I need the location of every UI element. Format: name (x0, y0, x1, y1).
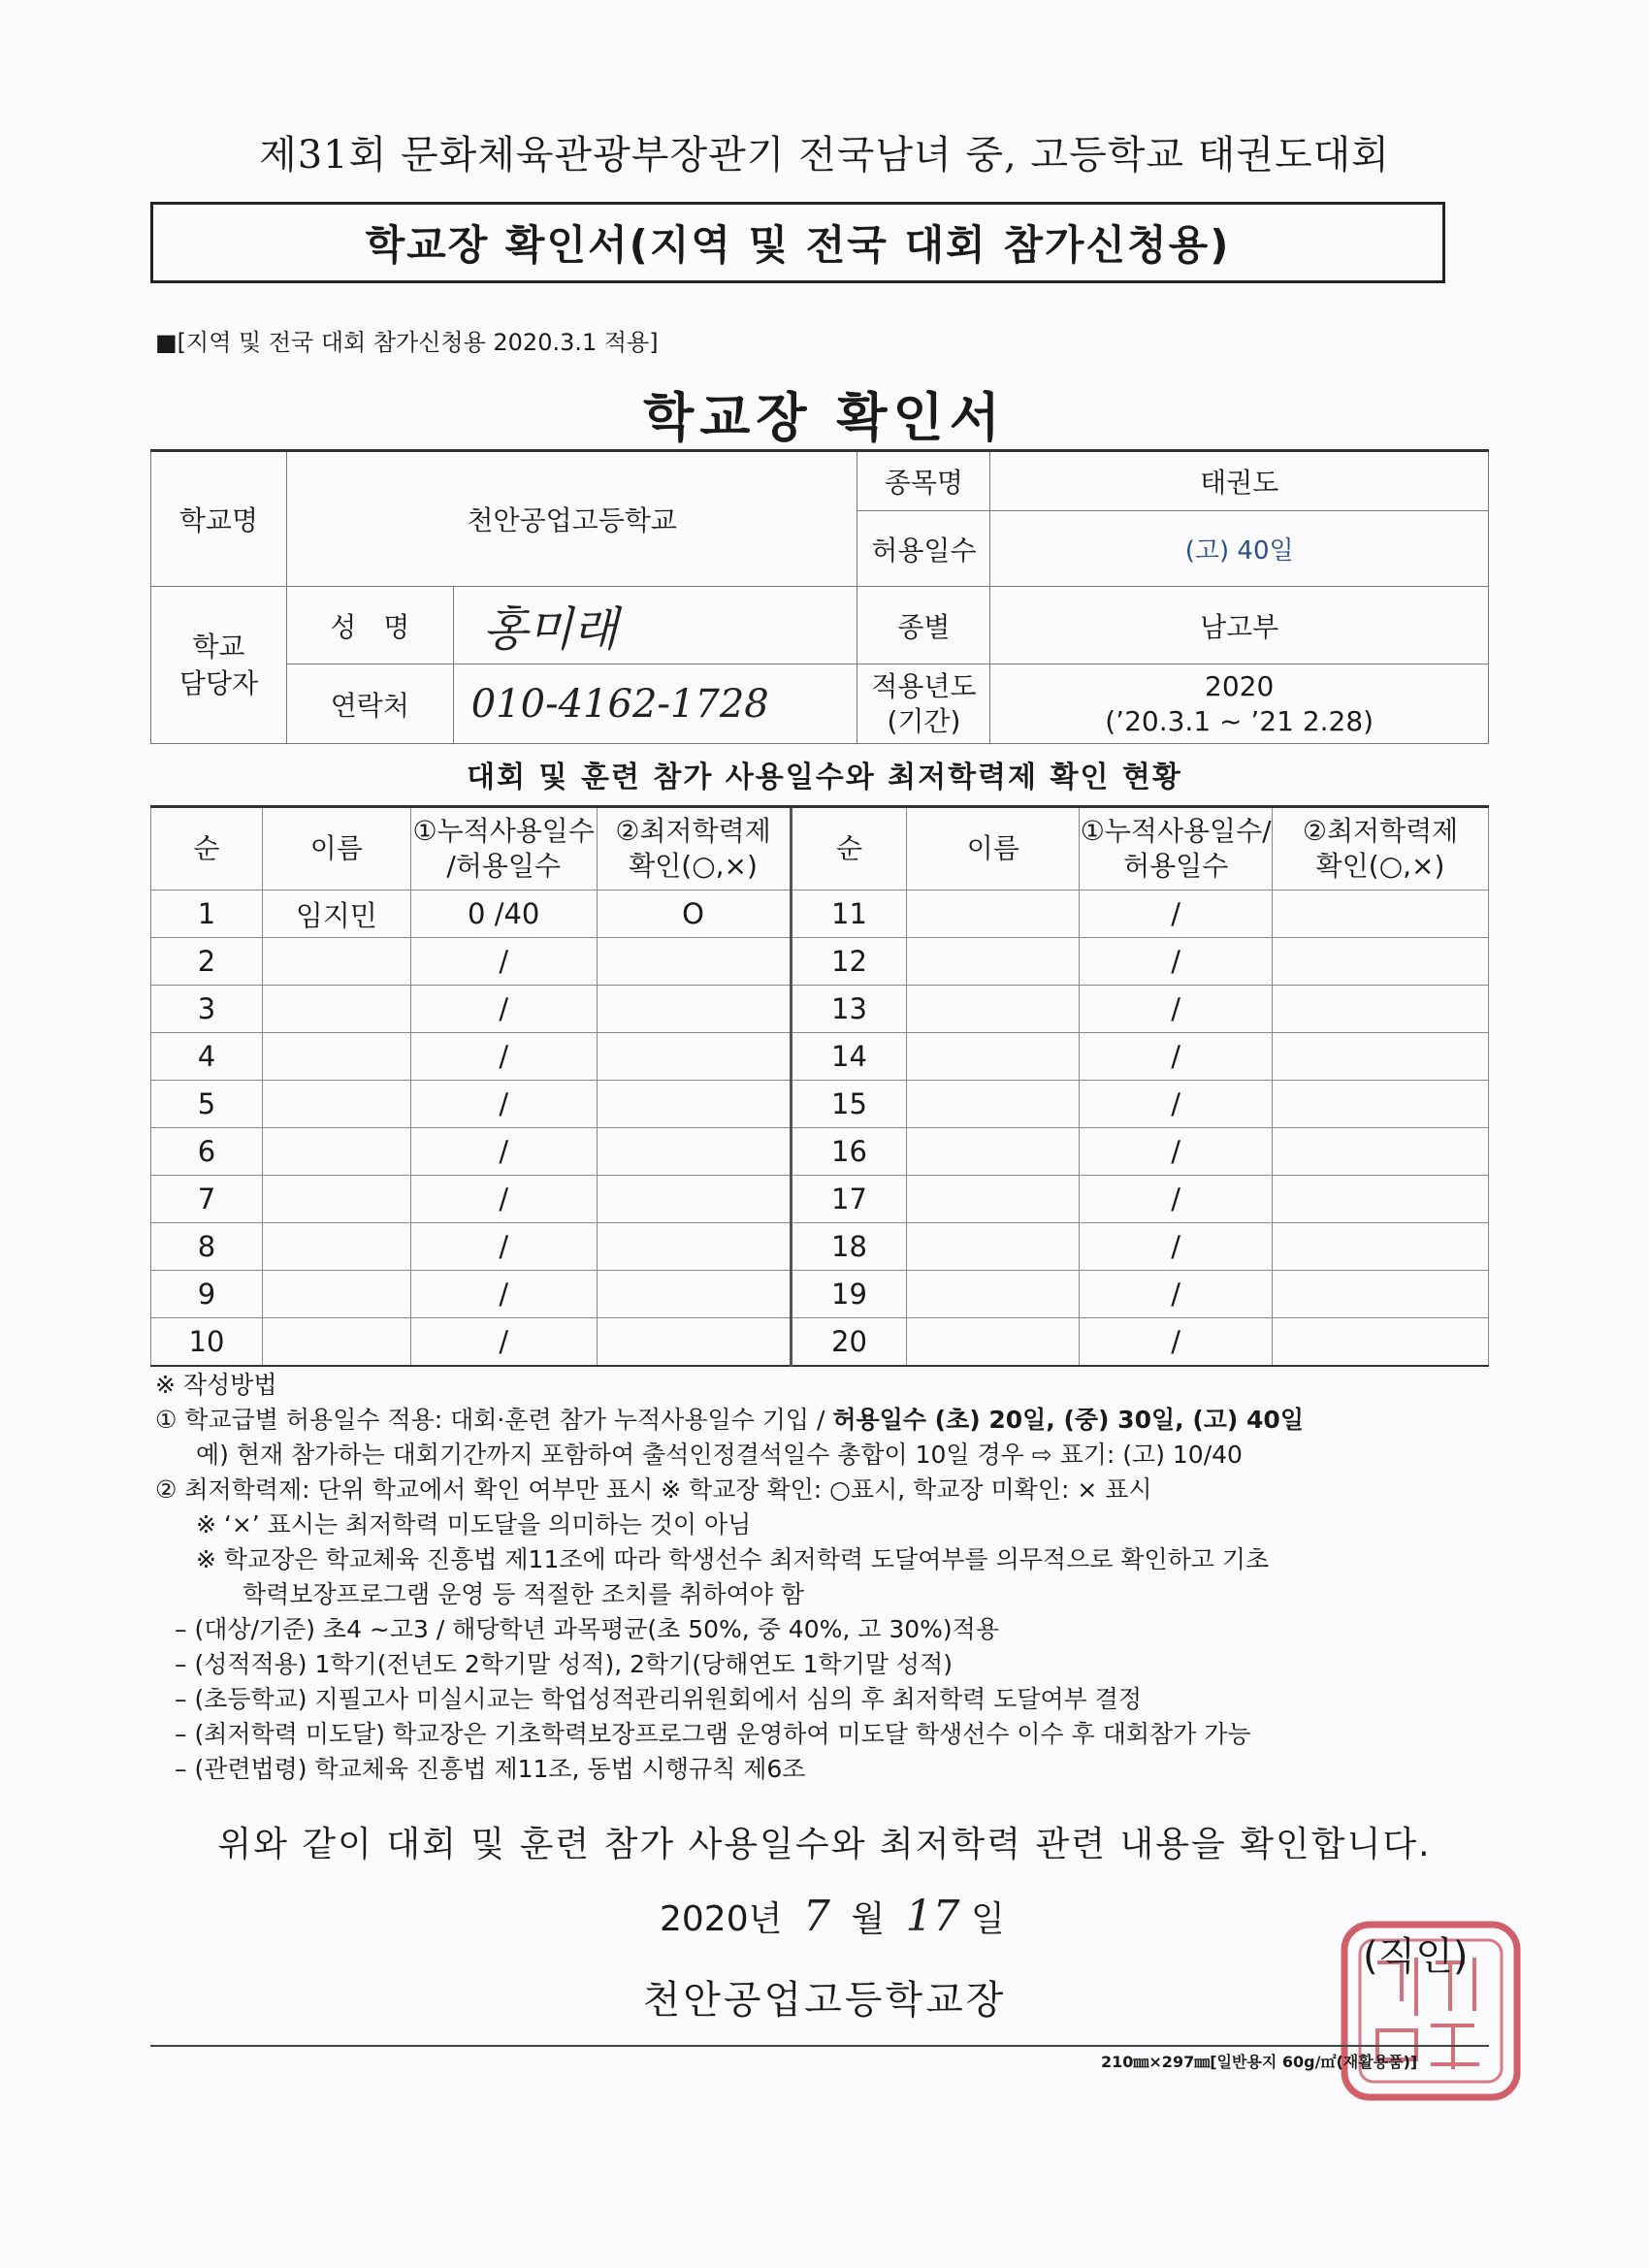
row-min (597, 1033, 791, 1081)
manager-label: 학교 담당자 (151, 587, 287, 744)
row-no: 6 (151, 1128, 263, 1176)
row-min (597, 1271, 791, 1318)
header-min: ②최저학력제 확인(○,×) (597, 807, 791, 891)
note-3: ※ ‘×’ 표시는 최저학력 미도달을 의미하는 것이 아님 (196, 1510, 752, 1539)
paper-spec: 210㎜×297㎜[일반용지 60g/㎡(재활용품)] (1101, 2053, 1418, 2071)
table-row (151, 1223, 1489, 1271)
row-name-2 (907, 1223, 1080, 1271)
table-row (151, 1128, 1489, 1176)
row-name (262, 1176, 410, 1223)
row-no: 8 (151, 1223, 263, 1271)
row-min: O (597, 891, 791, 938)
row-days: / (410, 1081, 597, 1128)
header-days: ①누적사용일수 /허용일수 (410, 807, 597, 891)
row-no: 9 (151, 1271, 263, 1318)
school-name: 천안공업고등학교 (286, 451, 857, 587)
row-name (262, 986, 410, 1033)
note-4: ※ 학교장은 학교체육 진흥법 제11조에 따라 학생선수 최저학력 도달여부를 의무적으로 확인하고 기초 (196, 1545, 1270, 1573)
note-2: ② 최저학력제: 단위 학교에서 확인 여부만 표시 ※ 학교장 확인: ○표시, 학교장 미확인: × 표시 (155, 1475, 1152, 1504)
note-9: – (관련법령) 학교체육 진흥법 제11조, 동법 시행규칙 제6조 (175, 1755, 806, 1783)
note-1 (155, 1403, 1494, 1438)
row-no-2: 11 (791, 891, 907, 938)
header-no: 순 (151, 807, 263, 891)
seal-label: (직인) (1363, 1934, 1469, 1979)
row-name (262, 1318, 410, 1366)
row-name-2 (907, 1271, 1080, 1318)
row-name (262, 938, 410, 986)
row-name-2 (907, 891, 1080, 938)
table-row (151, 986, 1489, 1033)
row-min (597, 986, 791, 1033)
competition-title: 제31회 문화체육관광부장관기 전국남녀 중, 고등학교 태권도대회 (259, 133, 1390, 178)
apply-note: ■[지역 및 전국 대회 참가신청용 2020.3.1 적용] (155, 329, 659, 356)
row-name-2 (907, 1318, 1080, 1366)
header-no-2: 순 (791, 807, 907, 891)
note-1-emphasis: 허용일수 (초) 20일, (중) 30일, (고) 40일 (832, 1406, 1304, 1434)
sport-value: 태권도 (990, 451, 1489, 511)
note-1-example: 예) 현재 참가하는 대회기간까지 포함하여 출석인정결석일수 총합이 10일 경우 ⇨ 표기: (고) 10/40 (196, 1441, 1243, 1469)
row-days-2: / (1080, 938, 1273, 986)
header-min-2: ②최저학력제 확인(○,×) (1273, 807, 1489, 891)
row-name (262, 1128, 410, 1176)
row-days-2: / (1080, 1318, 1273, 1366)
contact-handwritten: 010-4162-1728 (453, 664, 857, 744)
category-value: 남고부 (990, 587, 1489, 664)
table-row (151, 891, 1489, 938)
allowed-days-value: (고) 40일 (990, 511, 1489, 587)
row-min (597, 1223, 791, 1271)
row-no-2: 12 (791, 938, 907, 986)
header-days-2: ①누적사용일수/ 허용일수 (1080, 807, 1273, 891)
row-no-2: 14 (791, 1033, 907, 1081)
row-days-2: / (1080, 1271, 1273, 1318)
row-min-2 (1273, 1318, 1489, 1366)
roster-table (150, 805, 1489, 1367)
allowed-days-label: 허용일수 (857, 511, 990, 587)
confirmation-text: 위와 같이 대회 및 훈련 참가 사용일수와 최저학력 관련 내용을 확인합니다. (217, 1825, 1432, 1864)
row-min-2 (1273, 891, 1489, 938)
category-label: 종별 (857, 587, 990, 664)
row-name: 임지민 (262, 891, 410, 938)
date-month-unit: 월 (851, 1899, 886, 1939)
row-days: 0 /40 (410, 891, 597, 938)
row-no: 7 (151, 1176, 263, 1223)
table-row (151, 1318, 1489, 1366)
row-min (597, 1081, 791, 1128)
row-no-2: 15 (791, 1081, 907, 1128)
header-name: 이름 (262, 807, 410, 891)
row-days-2: / (1080, 1081, 1273, 1128)
row-name (262, 1033, 410, 1081)
year-period: (’20.3.1 ~ ’21 2.28) (1105, 704, 1374, 737)
row-no: 4 (151, 1033, 263, 1081)
principal-name: 천안공업고등학교장 (642, 1978, 1007, 2023)
row-name (262, 1081, 410, 1128)
note-5: – (대상/기준) 초4 ~고3 / 해당학년 과목평균(초 50%, 중 40%, 고 30%)적용 (175, 1615, 999, 1643)
date-line (660, 1892, 1005, 1941)
row-min (597, 938, 791, 986)
row-min (597, 1128, 791, 1176)
notes-heading: ※ 작성방법 (155, 1371, 277, 1399)
row-days-2: / (1080, 1223, 1273, 1271)
row-no: 5 (151, 1081, 263, 1128)
date-day-unit: 일 (971, 1899, 1005, 1939)
date-year: 2020년 (660, 1899, 783, 1939)
note-6: – (성적적용) 1학기(전년도 2학기말 성적), 2학기(당해연도 1학기말 성적) (175, 1650, 953, 1678)
name-label: 성 명 (286, 587, 453, 664)
table-row (151, 1081, 1489, 1128)
contact-label: 연락처 (286, 664, 453, 744)
manager-name-handwritten: 홍미래 (453, 587, 857, 664)
year-value: 2020 (1205, 669, 1275, 702)
note-7: – (초등학교) 지필고사 미실시교는 학업성적관리위원회에서 심의 후 최저학력 도달여부 결정 (175, 1685, 1143, 1713)
table-row (151, 1033, 1489, 1081)
row-no: 2 (151, 938, 263, 986)
row-no-2: 19 (791, 1271, 907, 1318)
row-name-2 (907, 1176, 1080, 1223)
row-min-2 (1273, 1081, 1489, 1128)
row-name-2 (907, 1128, 1080, 1176)
row-days: / (410, 938, 597, 986)
row-no-2: 17 (791, 1176, 907, 1223)
document-title: 학교장 확인서(지역 및 전국 대회 참가신청용) (150, 202, 1445, 283)
row-days: / (410, 1318, 597, 1366)
row-min-2 (1273, 1176, 1489, 1223)
row-name-2 (907, 1081, 1080, 1128)
note-1-text: ① 학교급별 허용일수 적용: 대회·훈련 참가 누적사용일수 기입 / (155, 1406, 833, 1434)
note-8: – (최저학력 미도달) 학교장은 기초학력보장프로그램 운영하여 미도달 학생선수 이수 후 대회참가 가능 (175, 1720, 1251, 1748)
main-title: 학교장 확인서 (643, 387, 1006, 448)
row-name (262, 1223, 410, 1271)
row-no-2: 16 (791, 1128, 907, 1176)
note-4-cont: 학력보장프로그램 운영 등 적절한 조치를 취하여야 함 (242, 1580, 804, 1608)
date-month-handwritten: 7 (802, 1892, 830, 1941)
row-no: 10 (151, 1318, 263, 1366)
row-name-2 (907, 938, 1080, 986)
year-cell (990, 664, 1489, 744)
row-days-2: / (1080, 1176, 1273, 1223)
row-no-2: 18 (791, 1223, 907, 1271)
bottom-divider (150, 2045, 1489, 2047)
row-days-2: / (1080, 1033, 1273, 1081)
header-name-2: 이름 (907, 807, 1080, 891)
row-min-2 (1273, 1271, 1489, 1318)
row-min-2 (1273, 1033, 1489, 1081)
row-days-2: / (1080, 891, 1273, 938)
row-name-2 (907, 986, 1080, 1033)
row-days: / (410, 986, 597, 1033)
row-days: / (410, 1223, 597, 1271)
row-min (597, 1318, 791, 1366)
row-min-2 (1273, 938, 1489, 986)
row-days-2: / (1080, 986, 1273, 1033)
row-days: / (410, 1033, 597, 1081)
row-min (597, 1176, 791, 1223)
row-days-2: / (1080, 1128, 1273, 1176)
year-label: 적용년도 (기간) (857, 664, 990, 744)
row-no: 1 (151, 891, 263, 938)
school-info-table (150, 449, 1489, 744)
row-no-2: 20 (791, 1318, 907, 1366)
sport-label: 종목명 (857, 451, 990, 511)
table-row (151, 1271, 1489, 1318)
row-days: / (410, 1176, 597, 1223)
row-no: 3 (151, 986, 263, 1033)
date-day-handwritten: 17 (905, 1892, 960, 1941)
notes (155, 1368, 1494, 1787)
table-row (151, 1176, 1489, 1223)
row-min-2 (1273, 986, 1489, 1033)
row-no-2: 13 (791, 986, 907, 1033)
row-name-2 (907, 1033, 1080, 1081)
school-label: 학교명 (151, 451, 287, 587)
table-row (151, 938, 1489, 986)
row-days: / (410, 1271, 597, 1318)
row-min-2 (1273, 1223, 1489, 1271)
row-min-2 (1273, 1128, 1489, 1176)
row-name (262, 1271, 410, 1318)
section-title: 대회 및 훈련 참가 사용일수와 최저학력제 확인 현황 (467, 761, 1182, 794)
row-days: / (410, 1128, 597, 1176)
